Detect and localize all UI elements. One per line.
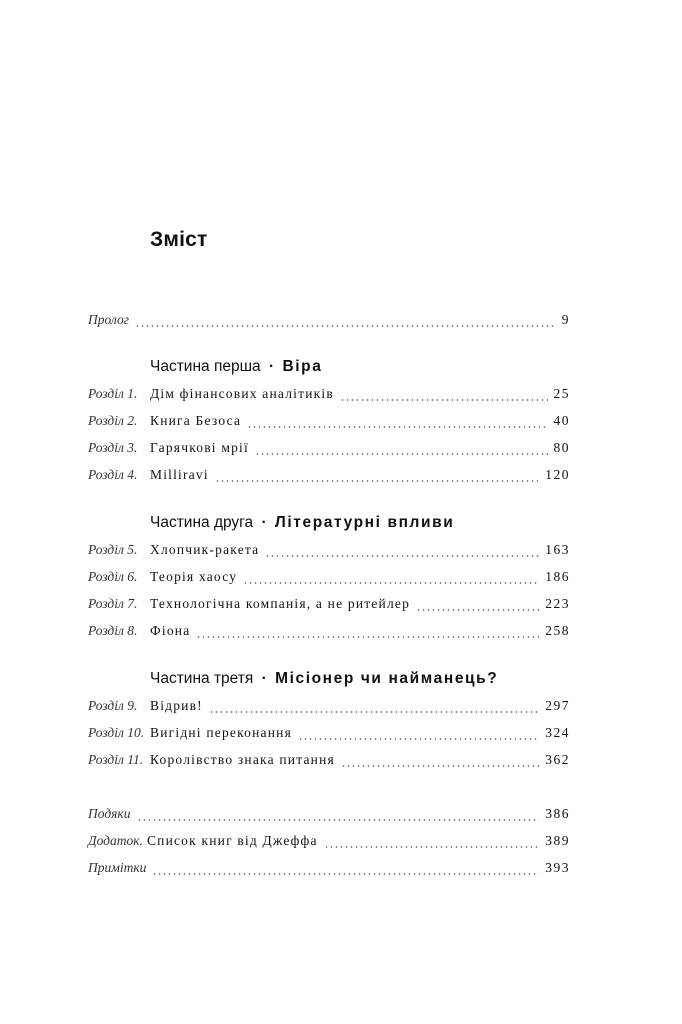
page-number: 393 [545,860,570,875]
chapter-title: Книга Безоса [150,413,242,428]
part-name: Віра [282,358,323,375]
chapter-label: Розділ 10. [88,725,145,740]
chapter-label: Розділ 2. [88,413,138,428]
dot-leader [340,397,548,403]
toc-entry-chapter-7[interactable] [88,596,570,618]
page-number: 389 [545,833,570,848]
chapter-title: Королівство знака питання [150,752,335,767]
part-name: Місіонер чи найманець? [275,670,499,687]
dot-leader [247,424,547,430]
part-bullet: · [261,670,267,687]
page-number: 40 [553,413,570,428]
dot-leader [255,451,548,457]
part-bullet: · [261,514,267,531]
dot-leader [243,580,539,586]
toc-entry-chapter-3[interactable] [88,440,570,462]
dot-leader [298,736,539,742]
chapter-title: Відрив! [150,698,203,713]
entry-label: Пролог [88,312,129,327]
toc-entry-chapter-1[interactable] [88,386,570,408]
part-name: Літературні впливи [274,514,455,531]
toc-title: Зміст [150,228,208,251]
dot-leader [137,817,540,823]
chapter-title: Технологічна компанія, а не ритейлер [150,596,411,611]
page-number: 120 [545,467,570,482]
page-number: 362 [545,752,570,767]
chapter-label: Розділ 6. [88,569,138,584]
page-number: 80 [553,440,570,455]
dot-leader [265,553,539,559]
toc-entry-chapter-10[interactable] [88,725,570,747]
dot-leader [135,323,556,329]
page-number: 9 [561,312,570,327]
entry-label: Подяки [88,806,131,821]
entry-title: Список книг від Джеффа [146,833,318,848]
chapter-title: Хлопчик-ракета [150,542,260,557]
chapter-label: Розділ 3. [88,440,138,455]
chapter-title: Гарячкові мрії [150,440,249,455]
dot-leader [341,763,539,769]
toc-entry-chapter-2[interactable] [88,413,570,435]
toc-entry-acknowledgements[interactable] [88,806,570,828]
chapter-label: Розділ 1. [88,386,138,401]
part-heading-2 [150,514,454,538]
chapter-title: Фіона [150,623,191,638]
part-bullet: · [268,358,275,375]
chapter-title: Дім фінансових аналітиків [150,386,334,401]
part-prefix: Частина третя [150,670,254,687]
chapter-title: Вигідні переконання [150,725,292,740]
dot-leader [416,607,539,613]
entry-label: Додаток. [88,833,143,848]
toc-entry-chapter-6[interactable] [88,569,570,591]
chapter-label: Розділ 7. [88,596,138,611]
dot-leader [196,634,539,640]
page-number: 186 [545,569,570,584]
page-number: 223 [545,596,570,611]
toc-entry-chapter-11[interactable] [88,752,570,774]
chapter-label: Розділ 11. [88,752,144,767]
page-number: 386 [545,806,570,821]
chapter-label: Розділ 8. [88,623,138,638]
page-number: 297 [545,698,570,713]
page-number: 25 [553,386,570,401]
dot-leader [209,709,539,715]
chapter-title: Milliravi [150,467,209,482]
chapter-label: Розділ 4. [88,467,138,482]
toc-entry-notes[interactable] [88,860,570,882]
dot-leader [152,871,539,877]
part-prefix: Частина перша [150,358,261,375]
page-number: 163 [545,542,570,557]
chapter-label: Розділ 5. [88,542,138,557]
page-number: 324 [545,725,570,740]
part-heading-1 [150,358,322,382]
page-number: 258 [545,623,570,638]
toc-entry-chapter-4[interactable] [88,467,570,489]
part-prefix: Частина друга [150,514,254,531]
dot-leader [215,478,539,484]
chapter-title: Теорія хаосу [150,569,238,584]
toc-entry-chapter-9[interactable] [88,698,570,720]
toc-entry-appendix[interactable] [88,833,570,855]
chapter-label: Розділ 9. [88,698,138,713]
toc-entry-prologue[interactable] [88,312,570,334]
toc-entry-chapter-8[interactable] [88,623,570,645]
dot-leader [324,844,540,850]
toc-entry-chapter-5[interactable] [88,542,570,564]
part-heading-3 [150,670,498,694]
entry-label: Примітки [88,860,147,875]
